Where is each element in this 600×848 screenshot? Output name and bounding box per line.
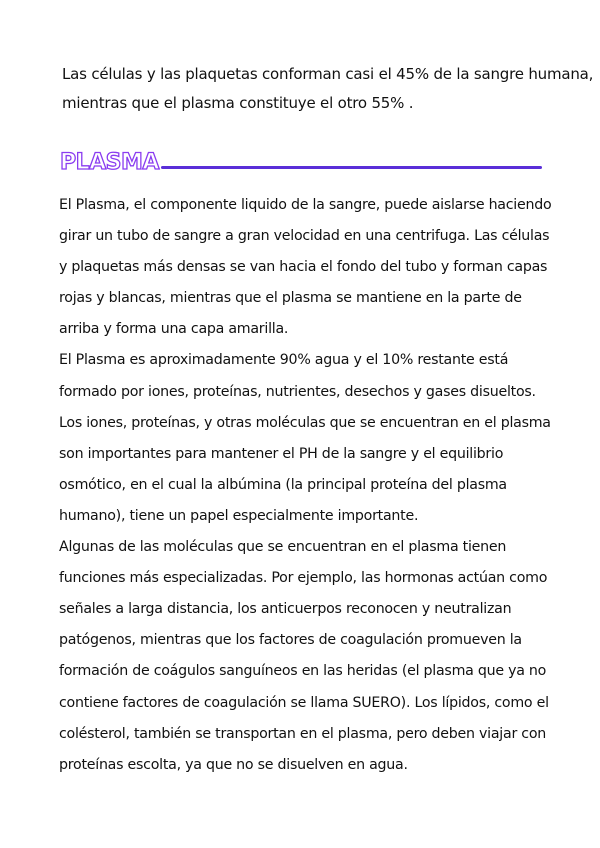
body-line: colésterol, también se transportan en el plasma, pero deben viajar con bbox=[59, 725, 547, 742]
body-line: patógenos, mientras que los factores de coagulación promueven la bbox=[59, 632, 522, 649]
section-body bbox=[59, 190, 552, 781]
body-line: osmótico, en el cual la albúmina (la principal proteína del plasma bbox=[59, 476, 507, 493]
body-line: girar un tubo de sangre a gran velocidad en una centrifuga. Las células bbox=[59, 228, 550, 245]
body-line: humano), tiene un papel especialmente importante. bbox=[59, 507, 419, 524]
body-line: formado por iones, proteínas, nutrientes, desechos y gases disueltos. bbox=[59, 383, 536, 400]
body-line: Algunas de las moléculas que se encuentran en el plasma tienen bbox=[59, 539, 507, 556]
body-line: El Plasma, el componente liquido de la sangre, puede aislarse haciendo bbox=[59, 197, 552, 213]
heading-underline bbox=[161, 166, 542, 169]
body-line: arriba y forma una capa amarilla. bbox=[59, 321, 289, 338]
body-line: El Plasma es aproximadamente 90% agua y el 10% restante está bbox=[59, 352, 509, 369]
intro-line: Las células y las plaquetas conforman casi el 45% de la sangre humana, bbox=[62, 65, 594, 83]
section-heading bbox=[60, 148, 542, 180]
body-line: rojas y blancas, mientras que el plasma se mantiene en la parte de bbox=[59, 290, 522, 307]
body-line: Los iones, proteínas, y otras moléculas que se encuentran en el plasma bbox=[59, 414, 551, 431]
intro-line: mientras que el plasma constituye el otro 55% . bbox=[62, 94, 414, 112]
body-line: funciones más especializadas. Por ejemplo, las hormonas actúan como bbox=[59, 570, 548, 587]
body-line: señales a larga distancia, los anticuerpos reconocen y neutralizan bbox=[59, 601, 512, 618]
body-line: contiene factores de coagulación se llama SUERO). Los lípidos, como el bbox=[59, 694, 549, 711]
body-line: formación de coágulos sanguíneos en las heridas (el plasma que ya no bbox=[59, 663, 547, 680]
intro-paragraph bbox=[62, 60, 594, 118]
body-line: proteínas escolta, ya que no se disuelven en agua. bbox=[59, 756, 408, 773]
body-line: y plaquetas más densas se van hacia el fondo del tubo y forman capas bbox=[59, 259, 548, 276]
body-line: son importantes para mantener el PH de la sangre y el equilibrio bbox=[59, 445, 504, 462]
section-title: PLASMA bbox=[60, 150, 159, 175]
